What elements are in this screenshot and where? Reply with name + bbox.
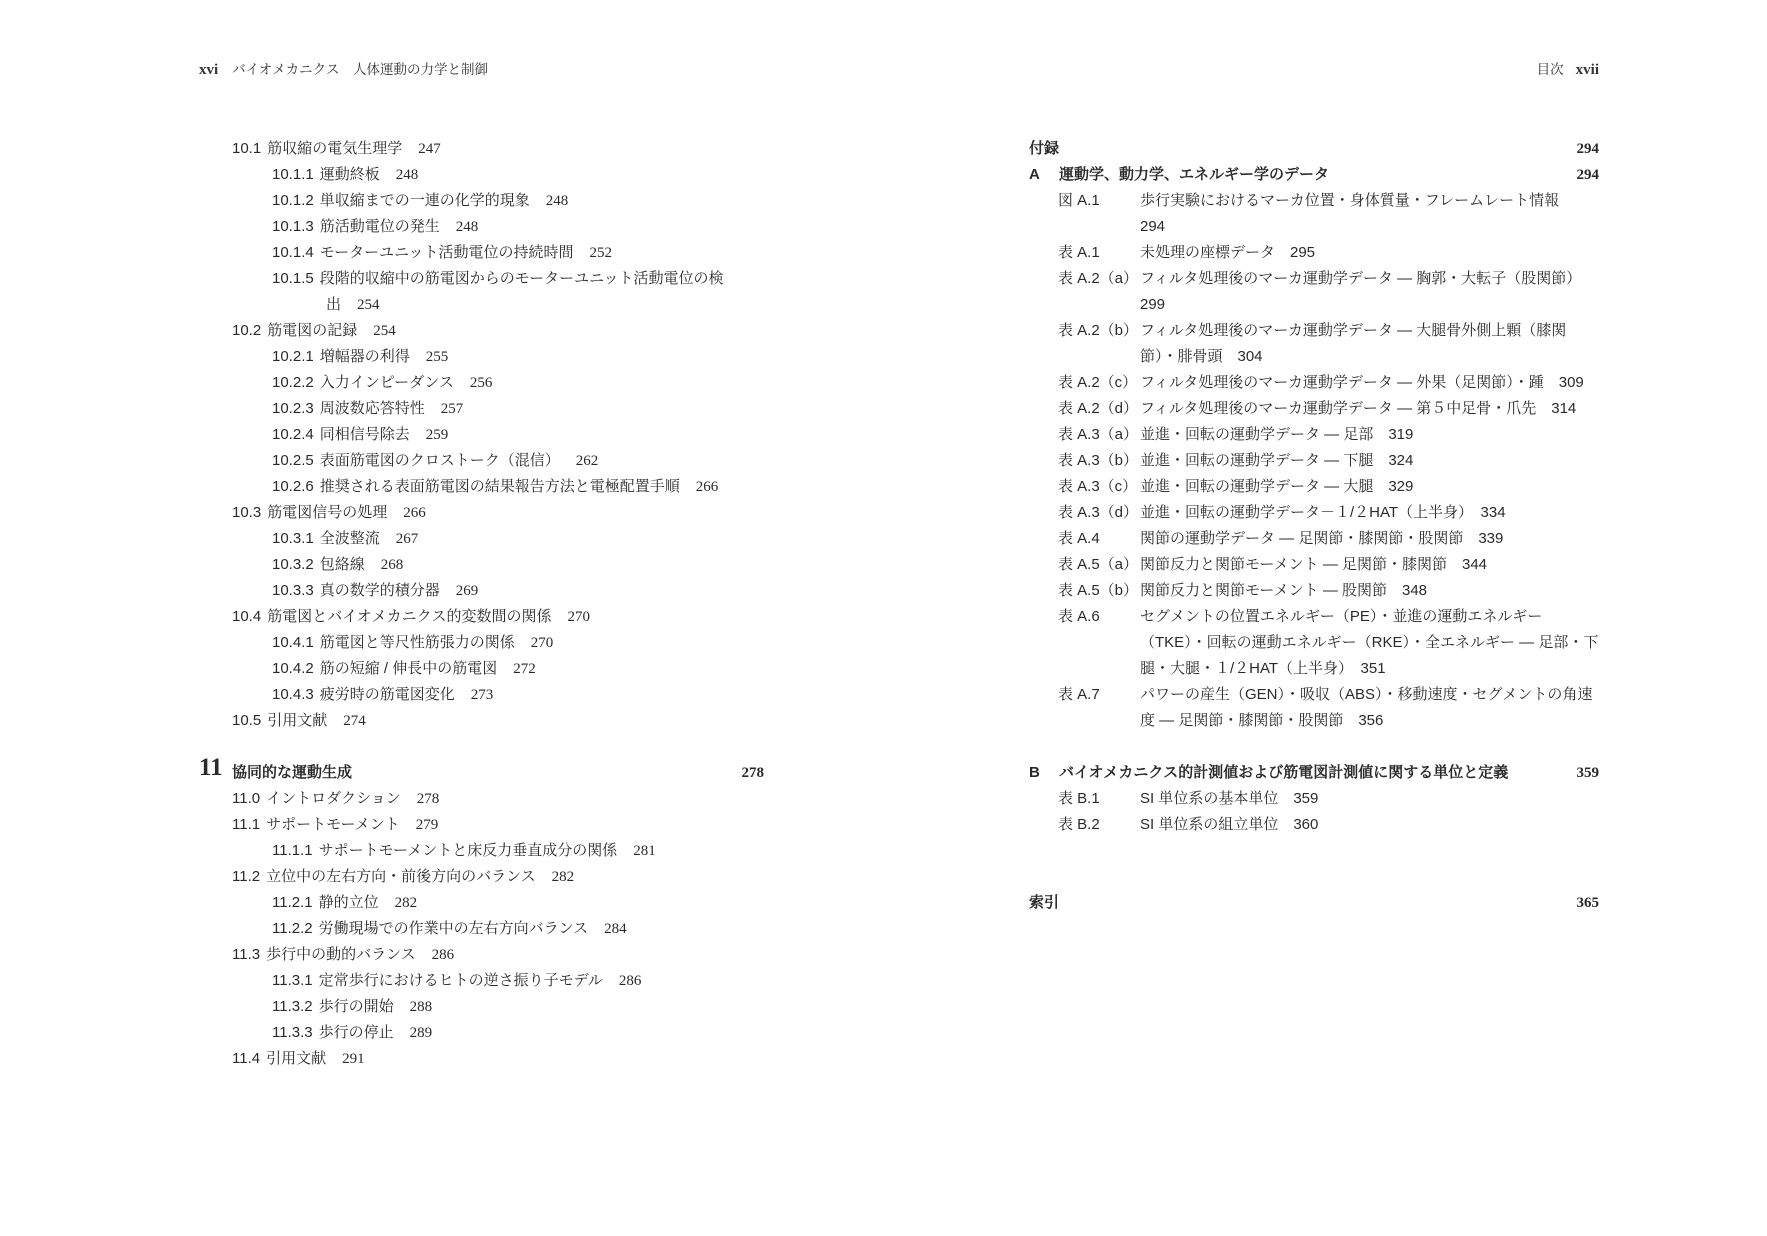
entry-page: 267 [395,531,419,547]
spacer [1029,838,1599,864]
entry-title: 表面筋電図のクロストーク（混信） [319,452,560,469]
entry-number: 10.2.5 [272,452,314,469]
appendix-entry[interactable] [1029,500,1599,526]
toc-entry[interactable] [199,682,764,708]
entry-number: 10.4.3 [272,686,314,703]
toc-entry[interactable] [199,1020,764,1046]
entry-number: 11.3 [232,946,261,963]
chapter-page: 278 [741,765,764,781]
entry-title: 周波数応答特性 [319,400,425,417]
entry-page: 278 [416,791,440,807]
section-letter: B [1029,764,1040,781]
entry-page: 289 [409,1025,433,1041]
toc-entry[interactable] [199,526,764,552]
entry-text: 歩行実験におけるマーカ位置・身体質量・フレームレート情報 294 [1140,192,1575,235]
entry-title: 歩行中の動的バランス [266,946,416,963]
entry-title: サポートモーメントと床反力垂直成分の関係 [318,842,618,859]
entry-number: 10.1.3 [272,218,314,235]
entry-page: 291 [342,1051,365,1067]
entry-label: 表 A.3（b） [1058,452,1139,469]
appendix-entry[interactable] [1029,318,1599,370]
entry-number: 10.4.1 [272,634,314,651]
entry-label: 表 A.4 [1058,530,1100,547]
entry-number: 10.1 [232,140,262,157]
entry-title: 歩行の停止 [318,1024,394,1041]
right-page-toc [1029,136,1599,916]
entry-title: サポートモーメント [266,816,400,833]
entry-label: 表 A.5（b） [1058,582,1139,599]
toc-entry[interactable] [199,708,764,734]
entry-number: 10.1.1 [272,166,314,183]
entry-page: 266 [695,479,719,495]
entry-page: 274 [343,713,366,729]
chapter-title: 協同的な運動生成 [232,764,353,781]
appendix-section-b[interactable] [1029,760,1599,786]
entry-title: 立位中の左右方向・前後方向のバランス [266,868,536,885]
entry-text: パワーの産生（GEN）・吸収（ABS）・移動速度・セグメントの角速度 ― 足関節・膝関節・股関節 356 [1140,686,1593,729]
entry-number: 10.2.6 [272,478,314,495]
appendix-entry[interactable] [1029,370,1599,396]
toc-entry[interactable] [199,292,764,318]
appendix-entry[interactable] [1029,396,1599,422]
entry-title: 定常歩行におけるヒトの逆さ振り子モデル [318,972,603,989]
entry-number: 10.3.2 [272,556,314,573]
entry-title: 筋収縮の電気生理学 [267,140,403,157]
toc-entry[interactable] [199,214,764,240]
toc-entry[interactable] [199,552,764,578]
toc-entry[interactable] [199,916,764,942]
toc-entry[interactable] [199,136,764,162]
entry-label: 表 A.7 [1058,686,1100,703]
entry-number: 11.1.1 [272,842,313,859]
toc-entry[interactable] [199,812,764,838]
appendix-entry[interactable] [1029,188,1599,240]
entry-label: 表 A.2（b） [1058,322,1139,339]
entry-title: 出 [326,296,342,313]
entry-number: 10.3.3 [272,582,314,599]
entry-title: 筋電図の記録 [267,322,358,339]
entry-title: 段階的収縮中の筋電図からのモーターユニット活動電位の検 [319,270,724,287]
entry-title: 疲労時の筋電図変化 [319,686,455,703]
entry-page: 248 [395,167,419,183]
entry-page: 266 [403,505,426,521]
entry-label: 表 A.2（d） [1058,400,1139,417]
entry-page: 255 [425,349,449,365]
entry-page: 262 [575,453,599,469]
entry-page: 269 [455,583,479,599]
toc-entry[interactable] [199,890,764,916]
entry-number: 11.2.1 [272,894,313,911]
toc-entry[interactable] [199,318,764,344]
entry-text: 並進・回転の運動学データ ― 大腿 329 [1140,478,1414,495]
entry-number: 11.3.2 [272,998,313,1015]
spacer [1029,864,1599,890]
chapter11-entries [199,786,764,1072]
index-page: 365 [1576,895,1599,911]
entry-number: 10.2 [232,322,262,339]
entry-page: 268 [380,557,404,573]
entry-number: 10.2.1 [272,348,314,365]
entry-text: 並進・回転の運動学データ－１/２HAT（上半身） 334 [1140,504,1506,521]
entry-page: 286 [431,947,455,963]
entry-label: 表 A.2（c） [1058,374,1138,391]
entry-page: 279 [415,817,439,833]
entry-text: SI 単位系の基本単位 359 [1140,790,1319,807]
entry-number: 10.1.4 [272,244,314,261]
entry-title: 筋電図とバイオメカニクス的変数間の関係 [267,608,552,625]
entry-page: 248 [545,193,569,209]
entry-page: 286 [618,973,642,989]
spacer [1029,734,1599,760]
appendix-entry[interactable] [1029,240,1599,266]
toc-entry[interactable] [199,1046,764,1072]
entry-page: 254 [373,323,396,339]
entry-label: 表 A.3（c） [1058,478,1138,495]
page-number-left: xvi [199,62,219,78]
toc-entry[interactable] [199,578,764,604]
toc-heading: 目次 [1536,62,1564,77]
entry-number: 10.2.2 [272,374,314,391]
entry-text: 関節の運動学データ ― 足関節・膝関節・股関節 339 [1140,530,1504,547]
entry-text: 関節反力と関節モーメント ― 股関節 348 [1140,582,1428,599]
entry-number: 10.4.2 [272,660,314,677]
chapter10-entries [199,136,764,734]
entry-label: 表 B.1 [1058,790,1100,807]
appendix-entry[interactable] [1029,526,1599,552]
entry-title: 引用文献 [266,1050,327,1067]
entry-number: 10.1.2 [272,192,314,209]
entry-number: 11.0 [232,790,261,807]
running-header-left [199,58,488,79]
entry-page: 252 [589,245,613,261]
entry-number: 10.3 [232,504,262,521]
entry-title: 運動終板 [319,166,380,183]
appendix-entry[interactable] [1029,552,1599,578]
entry-text: フィルタ処理後のマーカ運動学データ ― 胸郭・大転子（股関節） 299 [1140,270,1589,313]
entry-page: 273 [470,687,494,703]
entry-number: 10.4 [232,608,262,625]
entry-label: 表 A.3（a） [1058,426,1139,443]
appendix-heading[interactable] [1029,136,1599,162]
entry-text: セグメントの位置エネルギー（PE）・並進の運動エネルギー（TKE）・回転の運動エネルギー（RKE）・全エネルギー ― 足部・下腿・大腿・１/２HAT（上半身） 351 [1140,608,1599,677]
appendix-entry[interactable] [1029,682,1599,734]
appendix-entry[interactable] [1029,474,1599,500]
entry-text: フィルタ処理後のマーカ運動学データ ― 外果（足関節）・踵 309 [1140,374,1584,391]
appendix-entry[interactable] [1029,448,1599,474]
toc-entry[interactable] [199,162,764,188]
entry-text: フィルタ処理後のマーカ運動学データ ― 第５中足骨・爪先 314 [1140,400,1577,417]
appendix-entry[interactable] [1029,422,1599,448]
entry-text: 並進・回転の運動学データ ― 下腿 324 [1140,452,1414,469]
entry-number: 10.1.5 [272,270,314,287]
entry-title: 推奨される表面筋電図の結果報告方法と電極配置手順 [319,478,680,495]
entry-label: 表 A.6 [1058,608,1100,625]
entry-title: 単収縮までの一連の化学的現象 [319,192,530,209]
entry-title: 全波整流 [319,530,380,547]
section-title: 運動学、動力学、エネルギー学のデータ [1059,166,1330,183]
entry-title: 労働現場での作業中の左右方向バランス [318,920,589,937]
toc-entry[interactable] [199,786,764,812]
entry-text: 関節反力と関節モーメント ― 足関節・膝関節 344 [1140,556,1488,573]
toc-entry[interactable] [199,370,764,396]
toc-entry[interactable] [199,864,764,890]
appendix-entry[interactable] [1029,604,1599,682]
left-page-toc [199,136,764,1072]
entry-page: 256 [469,375,493,391]
entry-text: SI 単位系の組立単位 360 [1140,816,1319,833]
entry-number: 10.2.3 [272,400,314,417]
toc-entry[interactable] [199,396,764,422]
entry-page: 259 [425,427,449,443]
entry-number: 11.3.1 [272,972,313,989]
entry-number: 11.4 [232,1050,261,1067]
entry-number: 10.5 [232,712,262,729]
appendix-b-entries [1029,786,1599,838]
appendix-entry[interactable] [1029,266,1599,318]
page-number-right: xvii [1575,62,1599,78]
entry-page: 288 [409,999,433,1015]
entry-number: 10.3.1 [272,530,314,547]
entry-title: 静的立位 [318,894,379,911]
appendix-page: 294 [1576,141,1599,157]
entry-label: 表 A.2（a） [1058,270,1139,287]
toc-entry[interactable] [199,474,764,500]
entry-title: 筋電図と等尺性筋張力の関係 [319,634,515,651]
entry-page: 270 [567,609,590,625]
toc-entry[interactable] [199,500,764,526]
appendix-a-entries [1029,188,1599,734]
toc-entry[interactable] [199,656,764,682]
entry-label: 表 B.2 [1058,816,1100,833]
entry-title: 包絡線 [319,556,365,573]
book-title: バイオメカニクス 人体運動の力学と制御 [232,62,488,77]
index-heading[interactable] [1029,890,1599,916]
chapter-number: 11 [199,754,223,781]
toc-entry[interactable] [199,422,764,448]
appendix-entry[interactable] [1029,812,1599,838]
entry-title: 増幅器の利得 [319,348,410,365]
entry-page: 272 [513,661,536,677]
appendix-title: 付録 [1029,140,1060,157]
index-title: 索引 [1029,894,1060,911]
entry-title: 同相信号除去 [319,426,410,443]
entry-page: 257 [440,401,464,417]
toc-entry[interactable] [199,344,764,370]
toc-entry[interactable] [199,240,764,266]
appendix-entry[interactable] [1029,786,1599,812]
entry-title: 筋の短縮 / 伸長中の筋電図 [319,660,498,677]
entry-page: 282 [551,869,575,885]
running-header-right [1537,58,1599,79]
entry-page: 254 [357,297,380,313]
entry-number: 11.2.2 [272,920,313,937]
entry-page: 281 [633,843,656,859]
entry-number: 10.2.4 [272,426,314,443]
entry-label: 表 A.3（d） [1058,504,1139,521]
entry-page: 284 [604,921,627,937]
entry-title: 歩行の開始 [318,998,394,1015]
toc-entry[interactable] [199,994,764,1020]
toc-entry[interactable] [199,448,764,474]
entry-title: 筋電図信号の処理 [267,504,388,521]
toc-entry[interactable] [199,968,764,994]
entry-title: 引用文献 [267,712,328,729]
entry-title: 真の数学的積分器 [319,582,440,599]
toc-entry[interactable] [199,630,764,656]
entry-text: フィルタ処理後のマーカ運動学データ ― 大腿骨外側上顆（膝関節）・腓骨頭 304 [1140,322,1567,365]
toc-entry[interactable] [199,266,764,292]
toc-entry[interactable] [199,942,764,968]
section-page: 359 [1576,765,1599,781]
entry-text: 並進・回転の運動学データ ― 足部 319 [1140,426,1414,443]
entry-label: 表 A.1 [1058,244,1100,261]
toc-entry[interactable] [199,604,764,630]
entry-number: 11.2 [232,868,261,885]
toc-entry[interactable] [199,838,764,864]
entry-page: 248 [455,219,479,235]
entry-number: 11.3.3 [272,1024,313,1041]
toc-entry[interactable] [199,188,764,214]
entry-number: 11.1 [232,816,261,833]
entry-page: 282 [394,895,418,911]
section-title: バイオメカニクス的計測値および筋電図計測値に関する単位と定義 [1059,764,1509,781]
entry-page: 270 [530,635,554,651]
entry-text: 未処理の座標データ 295 [1140,244,1316,261]
entry-title: 入力インピーダンス [319,374,454,391]
entry-title: モーターユニット活動電位の持続時間 [319,244,574,261]
entry-label: 表 A.5（a） [1058,556,1139,573]
entry-page: 247 [418,141,441,157]
appendix-section-a[interactable] [1029,162,1599,188]
appendix-entry[interactable] [1029,578,1599,604]
chapter11-heading[interactable] [199,754,764,786]
section-letter: A [1029,166,1040,183]
entry-label: 図 A.1 [1058,192,1100,209]
entry-title: 筋活動電位の発生 [319,218,440,235]
section-page: 294 [1576,167,1599,183]
entry-title: イントロダクション [266,790,401,807]
